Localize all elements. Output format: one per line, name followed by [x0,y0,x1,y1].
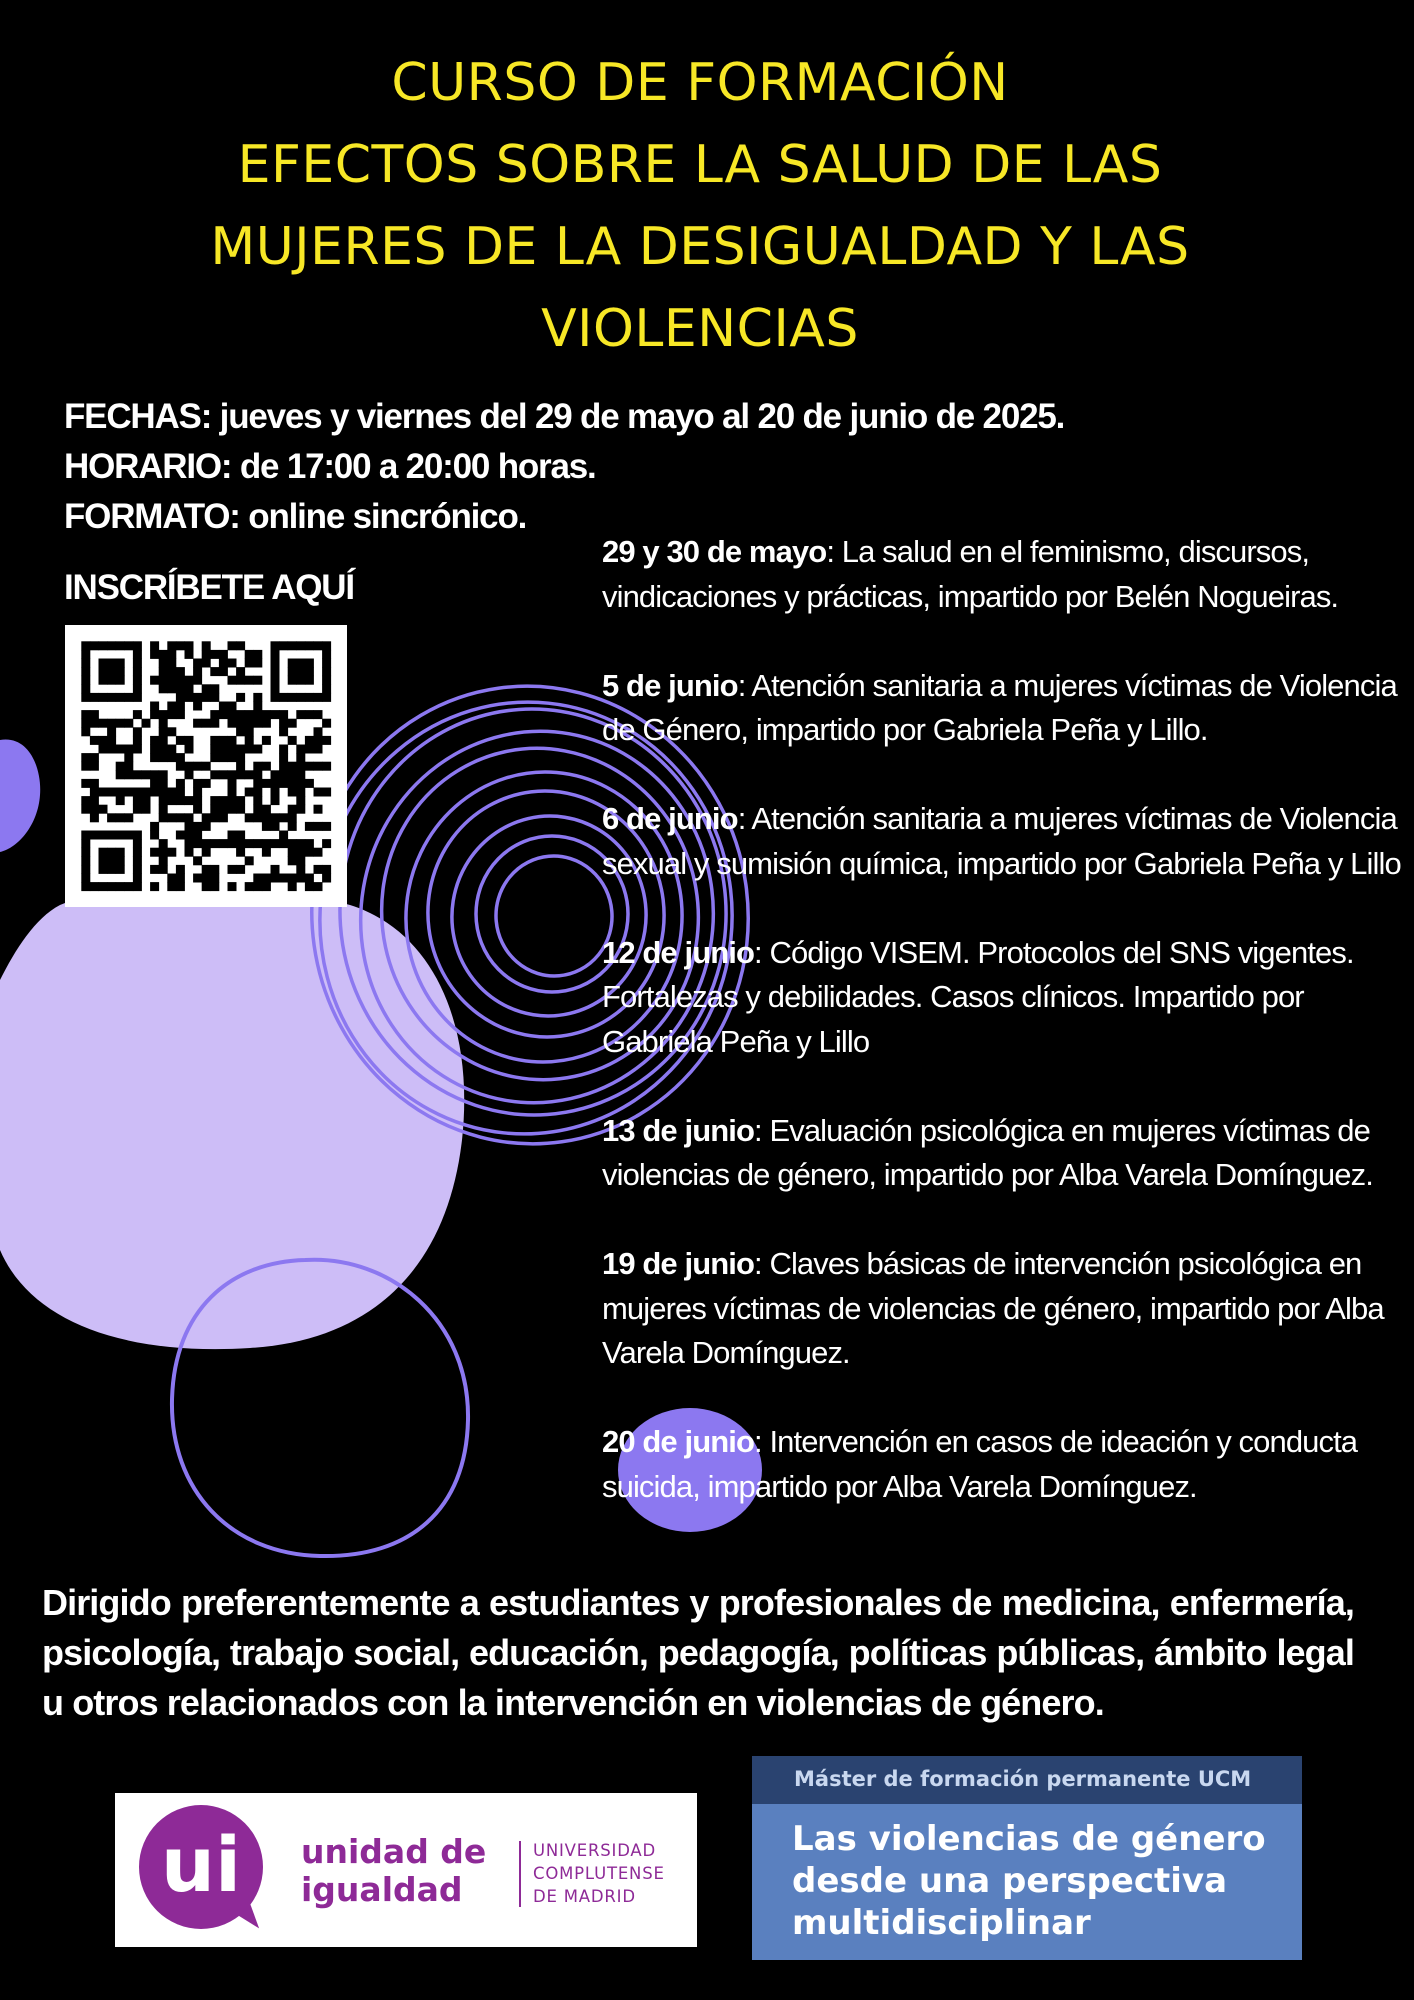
title-line: MUJERES DE LA DESIGUALDAD Y LAS [210,217,1190,277]
logo-divider [519,1841,521,1907]
session-item [602,1109,1402,1198]
registration-label: INSCRÍBETE AQUÍ [64,568,354,607]
unidad-name-line: igualdad [301,1870,463,1909]
registration-qr-code[interactable] [65,625,347,907]
master-header-text: Máster de formación permanente UCM [794,1767,1252,1791]
university-name [533,1839,665,1908]
qr-code-icon [65,625,347,907]
dates-info: FECHAS: jueves y viernes del 29 de mayo al 20 de junio de 2025. [64,397,1065,436]
master-title-line: Las violencias de género [792,1819,1266,1859]
session-date: 20 de junio [602,1424,755,1459]
session-date: 6 de junio [602,801,738,836]
master-header [752,1756,1302,1804]
master-title-line: multidisciplinar [792,1903,1091,1943]
session-item [602,931,1402,1065]
session-item [602,1420,1402,1509]
master-title [792,1818,1266,1944]
session-item [602,1242,1402,1376]
university-name-line: COMPLUTENSE [533,1864,665,1883]
session-date: 13 de junio [602,1112,755,1148]
course-info [64,392,1164,542]
purple-blob-left [0,740,40,852]
session-date: 19 de junio [602,1246,755,1281]
target-audience: Dirigido preferentemente a estudiantes y profesionales de medicina, enfermería, psicología, trabajo social, educación, pedagogía, políticas públicas, ámbito legal u otros relacionados con la intervención en violencias de género. [42,1582,1354,1723]
session-item [602,797,1402,886]
unidad-logo-name [301,1833,486,1909]
session-description: : Claves básicas de intervención psicológica en mujeres víctimas de violencias de género, impartido por Alba Varela Domínguez. [602,1246,1384,1370]
format-info: FORMATO: online sincrónico. [64,497,527,536]
unidad-igualdad-logo [115,1793,697,1947]
session-date: 5 de junio [602,667,738,703]
unidad-name-line: unidad de [301,1832,487,1871]
session-description: : Intervención en casos de ideación y conducta suicida, impartido por Alba Varela Domínguez. [602,1424,1358,1504]
title-line: EFECTOS SOBRE LA SALUD DE LAS [237,135,1163,195]
session-date: 12 de junio [602,934,755,970]
session-date: 29 y 30 de mayo [602,534,827,569]
title-line: CURSO DE FORMACIÓN [391,53,1009,113]
university-name-line: DE MADRID [533,1887,636,1906]
course-title [70,42,1330,370]
master-title-line: desde una perspectiva [792,1861,1228,1901]
unidad-logo-mark: ui [160,1820,242,1909]
session-list [602,530,1402,1554]
session-description: : Evaluación psicológica en mujeres víctimas de violencias de género, impartido por Alba Varela Domínguez. [602,1112,1373,1192]
session-item [602,530,1402,619]
title-line: VIOLENCIAS [541,299,859,359]
session-description: : Atención sanitaria a mujeres víctimas de Violencia sexual y sumisión química, impartido por Gabriela Peña y Lillo [602,801,1401,881]
session-description: : Atención sanitaria a mujeres víctimas de Violencia de Género, impartido por Gabriela Peña y Lillo. [602,667,1397,747]
master-logo [752,1756,1302,1960]
session-description: : La salud en el feminismo, discursos, vindicaciones y prácticas, impartido por Belén Nogueiras. [602,534,1339,614]
university-name-line: UNIVERSIDAD [533,1841,657,1860]
schedule-info: HORARIO: de 17:00 a 20:00 horas. [64,447,596,486]
session-description: : Código VISEM. Protocolos del SNS vigentes. Fortalezas y debilidades. Casos clínicos. Impartido por Gabriela Peña y Lillo [602,934,1354,1059]
session-item [602,664,1402,753]
